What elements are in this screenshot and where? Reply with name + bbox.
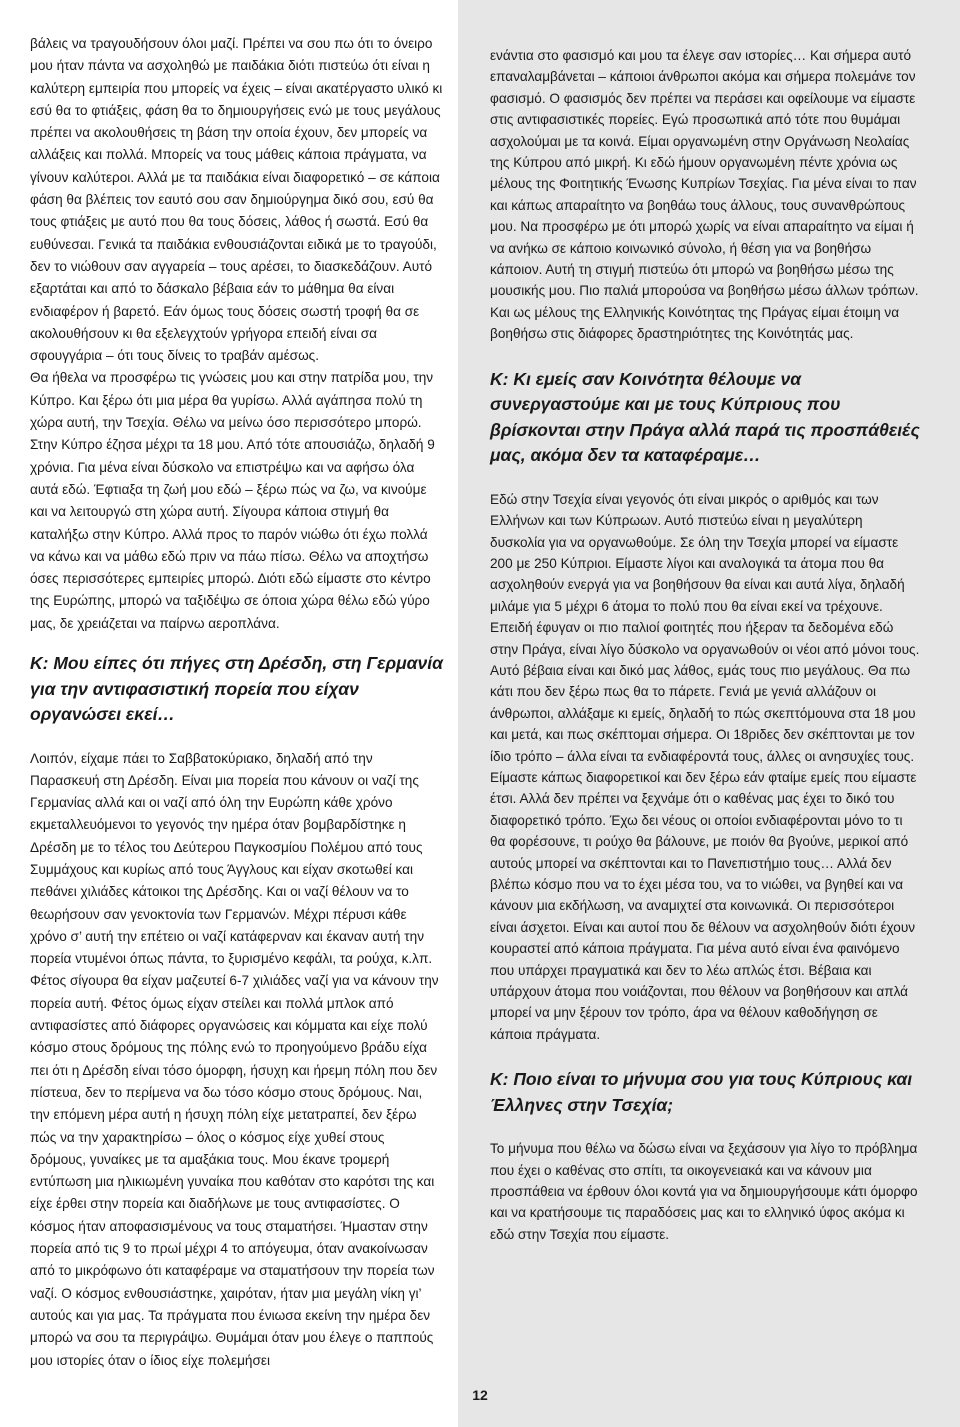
right-column — [458, 0, 960, 1427]
body-paragraph: Θα ήθελα να προσφέρω τις γνώσεις μου και στην πατρίδα μου, την Κύπρο. Και ξέρω ότι μια μέρα θα γυρίσω. Αλλά αγάπησα πολύ τη χώρα αυτή, την Τσεχία. Θέλω να μείνω όσο περισσότερο μπορώ. Στην Κύπρο έζησα μέχρι τα 18 μου. Από τότε απουσιάζω, δηλαδή 9 χρόνια. Για μένα είναι δύσκολο να επιστρέψω και να αφήσω όλα αυτά εδώ. Έφτιαξα τη ζωή μου εδώ – ξέρω πώς να ζω, να κινούμε και να λειτουργώ στη χώρα αυτή. Σίγουρα κάποια στιγμή θα καταλήξω στην Κύπρο. Αλλά προς το παρόν νιώθω ότι έχω πολλά να κάνω και να μάθω εδώ πριν να πάω πίσω. Θέλω να αποχτήσω όσες περισσότερες εμπειρίες μπορώ. Διότι εδώ είμαστε στο κέντρο της Ευρώπης, μπορώ να ταξιδέψω σε όποια χώρα θέλω εδώ γύρο μας, δε χρειάζεται να παίρνω αεροπλάνα. — [30, 370, 435, 631]
body-paragraph: Εδώ στην Τσεχία είναι γεγονός ότι είναι μικρός ο αριθμός και των Ελλήνων και των Κύπρωων. Αυτό πιστεύω είναι η μεγαλύτερη δυσκολία για να οργανωθούμε. Σε όλη την Τσεχία μπορεί να είμαστε 200 με 250 Κύπριοι. Είμαστε λίγοι και αναλογικά τα άτομα που θα ασχοληθούν ενεργά για να βοηθήσουν θα είναι και αυτά λίγα, δηλαδή μιλάμε για 5 μέχρι 6 άτομα το πολύ που θα είναι εκεί να τρέχουνε. Επειδή έφυγαν οι πιο παλιοί φοιτητές που ήξεραν τα δεδομένα εδώ στην Πράγα, είναι λίγο δύσκολο να οργανωθούν οι νέοι από μόνοι τους. Αυτό βέβαια είναι και δικό μας λάθος, εμάς τους πιο μεγάλους. Θα πω κάτι που δεν ξέρω πως θα το πάρετε. Γενιά με γενιά αλλάζουν οι άνθρωποι, αλλάξαμε κι εμείς, δηλαδή το πώς σκεπτόμουνα στα 18 μου και μετά, και πως σκέπτομαι σήμερα. Οι 18ριδες δεν σκέπτονται με τον ίδιο τρόπο – άλλα είναι τα ενδιαφέροντά τους, άλλες οι ανησυχίες τους. Είμαστε κάπως διαφορετικοί και δεν ξέρω εάν φταίμε εμείς που είμαστε έτσι. Αλλά δεν πρέπει να ξεχνάμε ότι ο καθένας μας έχει το δικό του διαφορετικό τρόπο. Έχω δει νέους οι οποίοι ενδιαφέρονται μόνο το τι θα φορέσουνε, τι ρούχο θα βάλουνε, με ποιόν θα βγούνε, μερικοί από αυτούς μπορεί να σκέπτονται και το Πανεπιστήμιο τους… Αλλά δεν βλέπω κόσμο που να το έχει μέσα του, να το νιώθει, να βγηθεί και να κάνουν μια εκδήλωση, να αναμιχτεί στα κοινωνικά. Οι περισσότεροι είναι άσχετοι. Είναι και αυτοί που δε θέλουν να ασχοληθούν διότι έχουν κουραστεί από κάποια πράγματα. Για μένα αυτό είναι ένα φαινόμενο που υπάρχει πραγματικά και δεν το λέω απλώς έτσι. Βέβαια και υπάρχουν άτομα που νοιάζονται, που θέλουν να βοηθήσουν και απλά μπορεί να μην ξέρουν τον τρόπο, άρα να θέλουν καθοδήγηση σε κάποια πράγματα. — [490, 491, 920, 1042]
interview-question-heading: Κ: Ποιο είναι το μήνυμα σου για τους Κύπριους και Έλληνες στην Τσεχία; — [490, 1069, 913, 1115]
page-number: 12 — [472, 1387, 488, 1403]
body-paragraph: βάλεις να τραγουδήσουν όλοι μαζί. Πρέπει να σου πω ότι το όνειρο μου ήταν πάντα να ασχοληθώ με παιδάκια διότι πιστεύω ότι είναι η καλύτερη εμπειρία που μπορείς να έχεις – είναι ακατέργαστο υλικό κι εσύ θα το φτιάξεις, φάση θα το δημιουργήσεις ενώ με τους μεγάλους πρέπει να ακολουθήσεις τη βάση την οποία έχουν, δεν μπορείς να αλλάξεις και πολλά. Μπορείς να τους μάθεις κάποια πράγματα, να γίνουν καλύτεροι. Αλλά με τα παιδάκια είναι διαφορετικό – σε κάποια φάση θα βλέπεις τον εαυτό σου σαν δημιούργημα δικό σου, εσύ θα τους φτιάξεις με αυτό που θα τους δόσεις, λάθος ή σωστά. Εσύ θα ευθύνεσαι. Γενικά τα παιδάκια ενθουσιάζονται ειδικά με το τραγούδι, δεν το νιώθουν σαν αγγαρεία – τους αρέσει, το διασκεδάζουν. Αυτό εξαρτάται και από το δάσκαλο βέβαια εάν το μάθημα θα είναι ενδιαφέρον ή βαρετό. Εάν όμως τους δόσεις σωστή τροφή θα σε ακολουθήσουν κι θα εξελεγχτούν γρήγορα επειδή είναι σα σφουγγάρια – ότι τους δίνεις το τραβάν αμέσως. — [30, 36, 443, 364]
body-paragraph: Λοιπόν, είχαμε πάει το Σαββατοκύριακο, δηλαδή από την Παρασκευή στη Δρέσδη. Είναι μια πορεία που κάνουν οι ναζί της Γερμανίας αλλά και οι ναζί από όλη την Ευρώπη κάθε χρόνο εκμεταλλευόμενοι το γεγονός την ημέρα όταν βομβαρδίστηκε η Δρέσδη με το τέλος του Δεύτερου Παγκοσμίου Πολέμου από τους Συμμάχους και κυρίως από τους Άγγλους και είχαν σκοτωθεί και πεθάνει χιλιάδες κάτοικοι της Δρέσδης. Και οι ναζί θέλουν να το θεωρήσουν σαν γενοκτονία των Γερμανών. Μέχρι πέρυσι κάθε χρόνο σ’ αυτή την επέτειο οι ναζί κατάφερναν και έκαναν αυτή την πορεία ντυμένοι όπως πάντα, το ξυρισμένο κεφάλι, τα ρούχα, κ.λπ. Φέτος σίγουρα θα είχαν μαζευτεί 6-7 χιλιάδες ναζί για να κάνουν την πορεία αυτή. Φέτος όμως είχαν στείλει και πολλά μπλοκ από αντιφασίστες από διάφορες οργανώσεις και κόμματα και είχε πολύ κόσμο στους δρόμους της πόλης ενώ το προηγούμενο βράδυ είχα πει ότι η Δρέσδη είναι τόσο όμορφη, ήσυχη και ήρεμη πόλη που δεν πίστευα, δεν το περίμενα να δω τόσο κόσμο στους δρόμους. Ναι, την επόμενη μέρα αυτή η ήσυχη πόλη είχε μετατραπεί, δεν ξέρω πώς να την χαρακτηρίσω – όλος ο κόσμος είχε χυθεί στους δρόμους, γυναίκες με τα αμαξάκια τους. Μου έκανε τρομερή εντύπωση μια ηλικιωμένη γυναίκα που καθόταν στο καρότσι της και είχε έρθει στην πορεία και διαδήλωνε με τους αντιφασίστες. Ο κόσμος ήταν αποφασισμένους να τους σταματήσει. Ήμασταν στην πορεία από τις 9 το πρωί μέχρι 4 το απόγευμα, όταν ανακοίνωσαν από το μικρόφωνο ότι καταφέραμε να σταματήσουν την πορεία των ναζί. Ο κόσμος ενθουσιάστηκε, χαιρόταν, ήταν μια μεγάλη νίκη γι’ αυτούς και για μας. Τα πράγματα που ένιωσα εκείνη την ημέρα δεν μπορώ να σου τα περιγράψω. Θυμάμαι όταν μου έλεγε ο παππούς μου ιστορίες όταν ο ίδιος είχε πολεμήσει — [30, 750, 439, 1368]
body-paragraph: Το μήνυμα που θέλω να δώσω είναι να ξεχάσουν για λίγο το πρόβλημα που έχει ο καθένας στο σπίτι, τα οικογενειακά και να κάνουν μια προσπάθεια να έρθουν όλοι κοντά για να δημιουργήσουμε κάτι όμορφο και να κρατήσουμε τις παραδόσεις μας και το ελληνικό ύφος ακόμα κι εδώ στην Τσεχία που είμαστε. — [490, 1141, 918, 1242]
left-column — [0, 0, 458, 1427]
interview-question-heading: Κ: Κι εμείς σαν Κοινότητα θέλουμε να συνεργαστούμε και με τους Κύπριους που βρίσκονται στην Πράγα αλλά παρά τις προσπάθειές μας, ακόμα δεν τα καταφέραμε… — [490, 368, 920, 466]
interview-question-heading: Κ: Μου είπες ότι πήγες στη Δρέσδη, στη Γερμανία για την αντιφασιστική πορεία που είχαν οργανώσει εκεί… — [30, 653, 443, 725]
body-paragraph: ενάντια στο φασισμό και μου τα έλεγε σαν ιστορίες… Και σήμερα αυτό επαναλαμβάνεται – κάποιοι άνθρωποι ακόμα και σήμερα πολεμάνε τον φασισμό. Ο φασισμός δεν πρέπει να περάσει και οφείλουμε να είμαστε στις αντιφασιστικές πορείες. Εγώ προσωπικά από τότε που θυμάμαι ασχολούμαι με τα κοινά. Είμαι οργανωμένη στην Οργάνωση Νεολαίας της Κύπρου από μικρή. Κι εδώ ήμουν οργανωμένη πέντε χρόνια ως μέλους της Φοιτητικής Ένωσης Κυπρίων Τσεχίας. Για μένα είναι το παν και κάπως απαραίτητο να βοηθάω τους άλλους, τους συνανθρώπους μου. Να προσφέρω με ότι μπορώ χωρίς να είναι απαραίτητο να είμαι ή να ανήκω σε κάποιο κοινωνικό σύνολο, ή θέση για να βοηθήσω κάποιον. Αυτή τη στιγμή πιστεύω ότι μπορώ να βοηθήσω μέσω της μουσικής μου. Πιο παλιά μπορούσα να βοηθήσω μέσω άλλων τρόπων. Και ως μέλους της Ελληνικής Κοινότητας της Πράγας είμαι έτοιμη να βοηθήσω στις διάφορες δραστηριότητες της Κοινότητάς μας. — [490, 48, 919, 342]
